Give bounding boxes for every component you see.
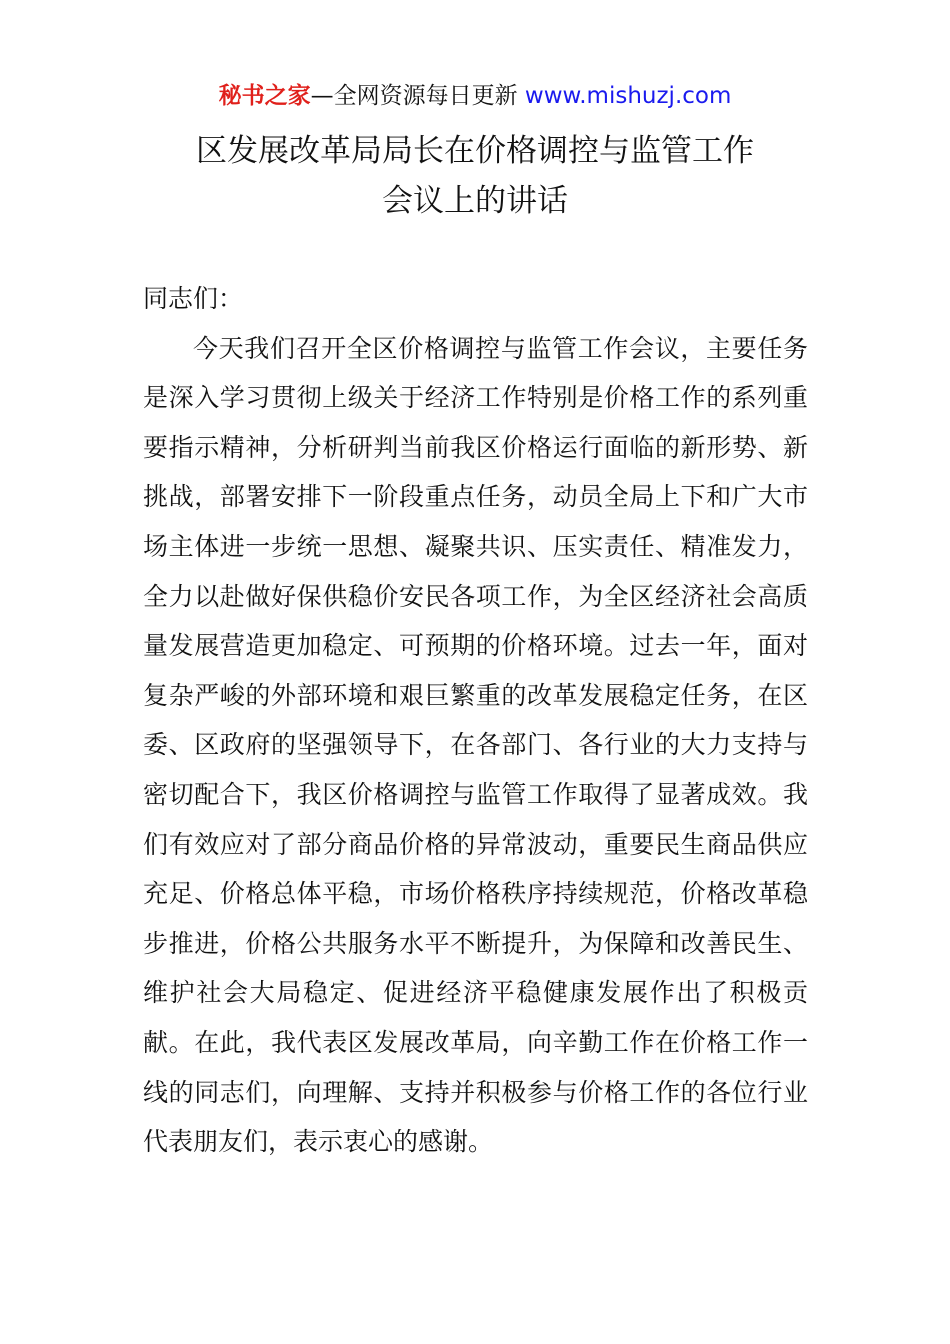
header-tagline: —全网资源每日更新 [310, 83, 525, 109]
brand-name: 秘书之家 [218, 83, 311, 109]
document-title [0, 126, 950, 226]
body-paragraph: 今天我们召开全区价格调控与监管工作会议，主要任务是深入学习贯彻上级关于经济工作特别是价格工作的系列重要指示精神，分析研判当前我区价格运行面临的新形势、新挑战，部署安排下一阶段重点任务，动员全局上下和广大市场主体进一步统一思想、凝聚共识、压实责任、精准发力，全力以赴做好保供稳价安民各项工作，为全区经济社会高质量发展营造更加稳定、可预期的价格环境。过去一年，面对复杂严峻的外部环境和艰巨繁重的改革发展稳定任务，在区委、区政府的坚强领导下，在各部门、各行业的大力支持与密切配合下，我区价格调控与监管工作取得了显著成效。我们有效应对了部分商品价格的异常波动，重要民生商品供应充足、价格总体平稳，市场价格秩序持续规范，价格改革稳步推进，价格公共服务水平不断提升，为保障和改善民生、维护社会大局稳定、促进经济平稳健康发展作出了积极贡献。在此，我代表区发展改革局，向辛勤工作在价格工作一线的同志们，向理解、支持并积极参与价格工作的各位行业代表朋友们，表示衷心的感谢。 [143, 333, 808, 1157]
document-body [143, 274, 808, 1167]
title-line-1: 区发展改革局局长在价格调控与监管工作 [196, 133, 754, 169]
title-line-2: 会议上的讲话 [382, 183, 568, 219]
site-url-link[interactable]: www.mishuzj.com [524, 83, 732, 109]
salutation: 同志们： [143, 284, 244, 313]
site-header [0, 80, 950, 112]
